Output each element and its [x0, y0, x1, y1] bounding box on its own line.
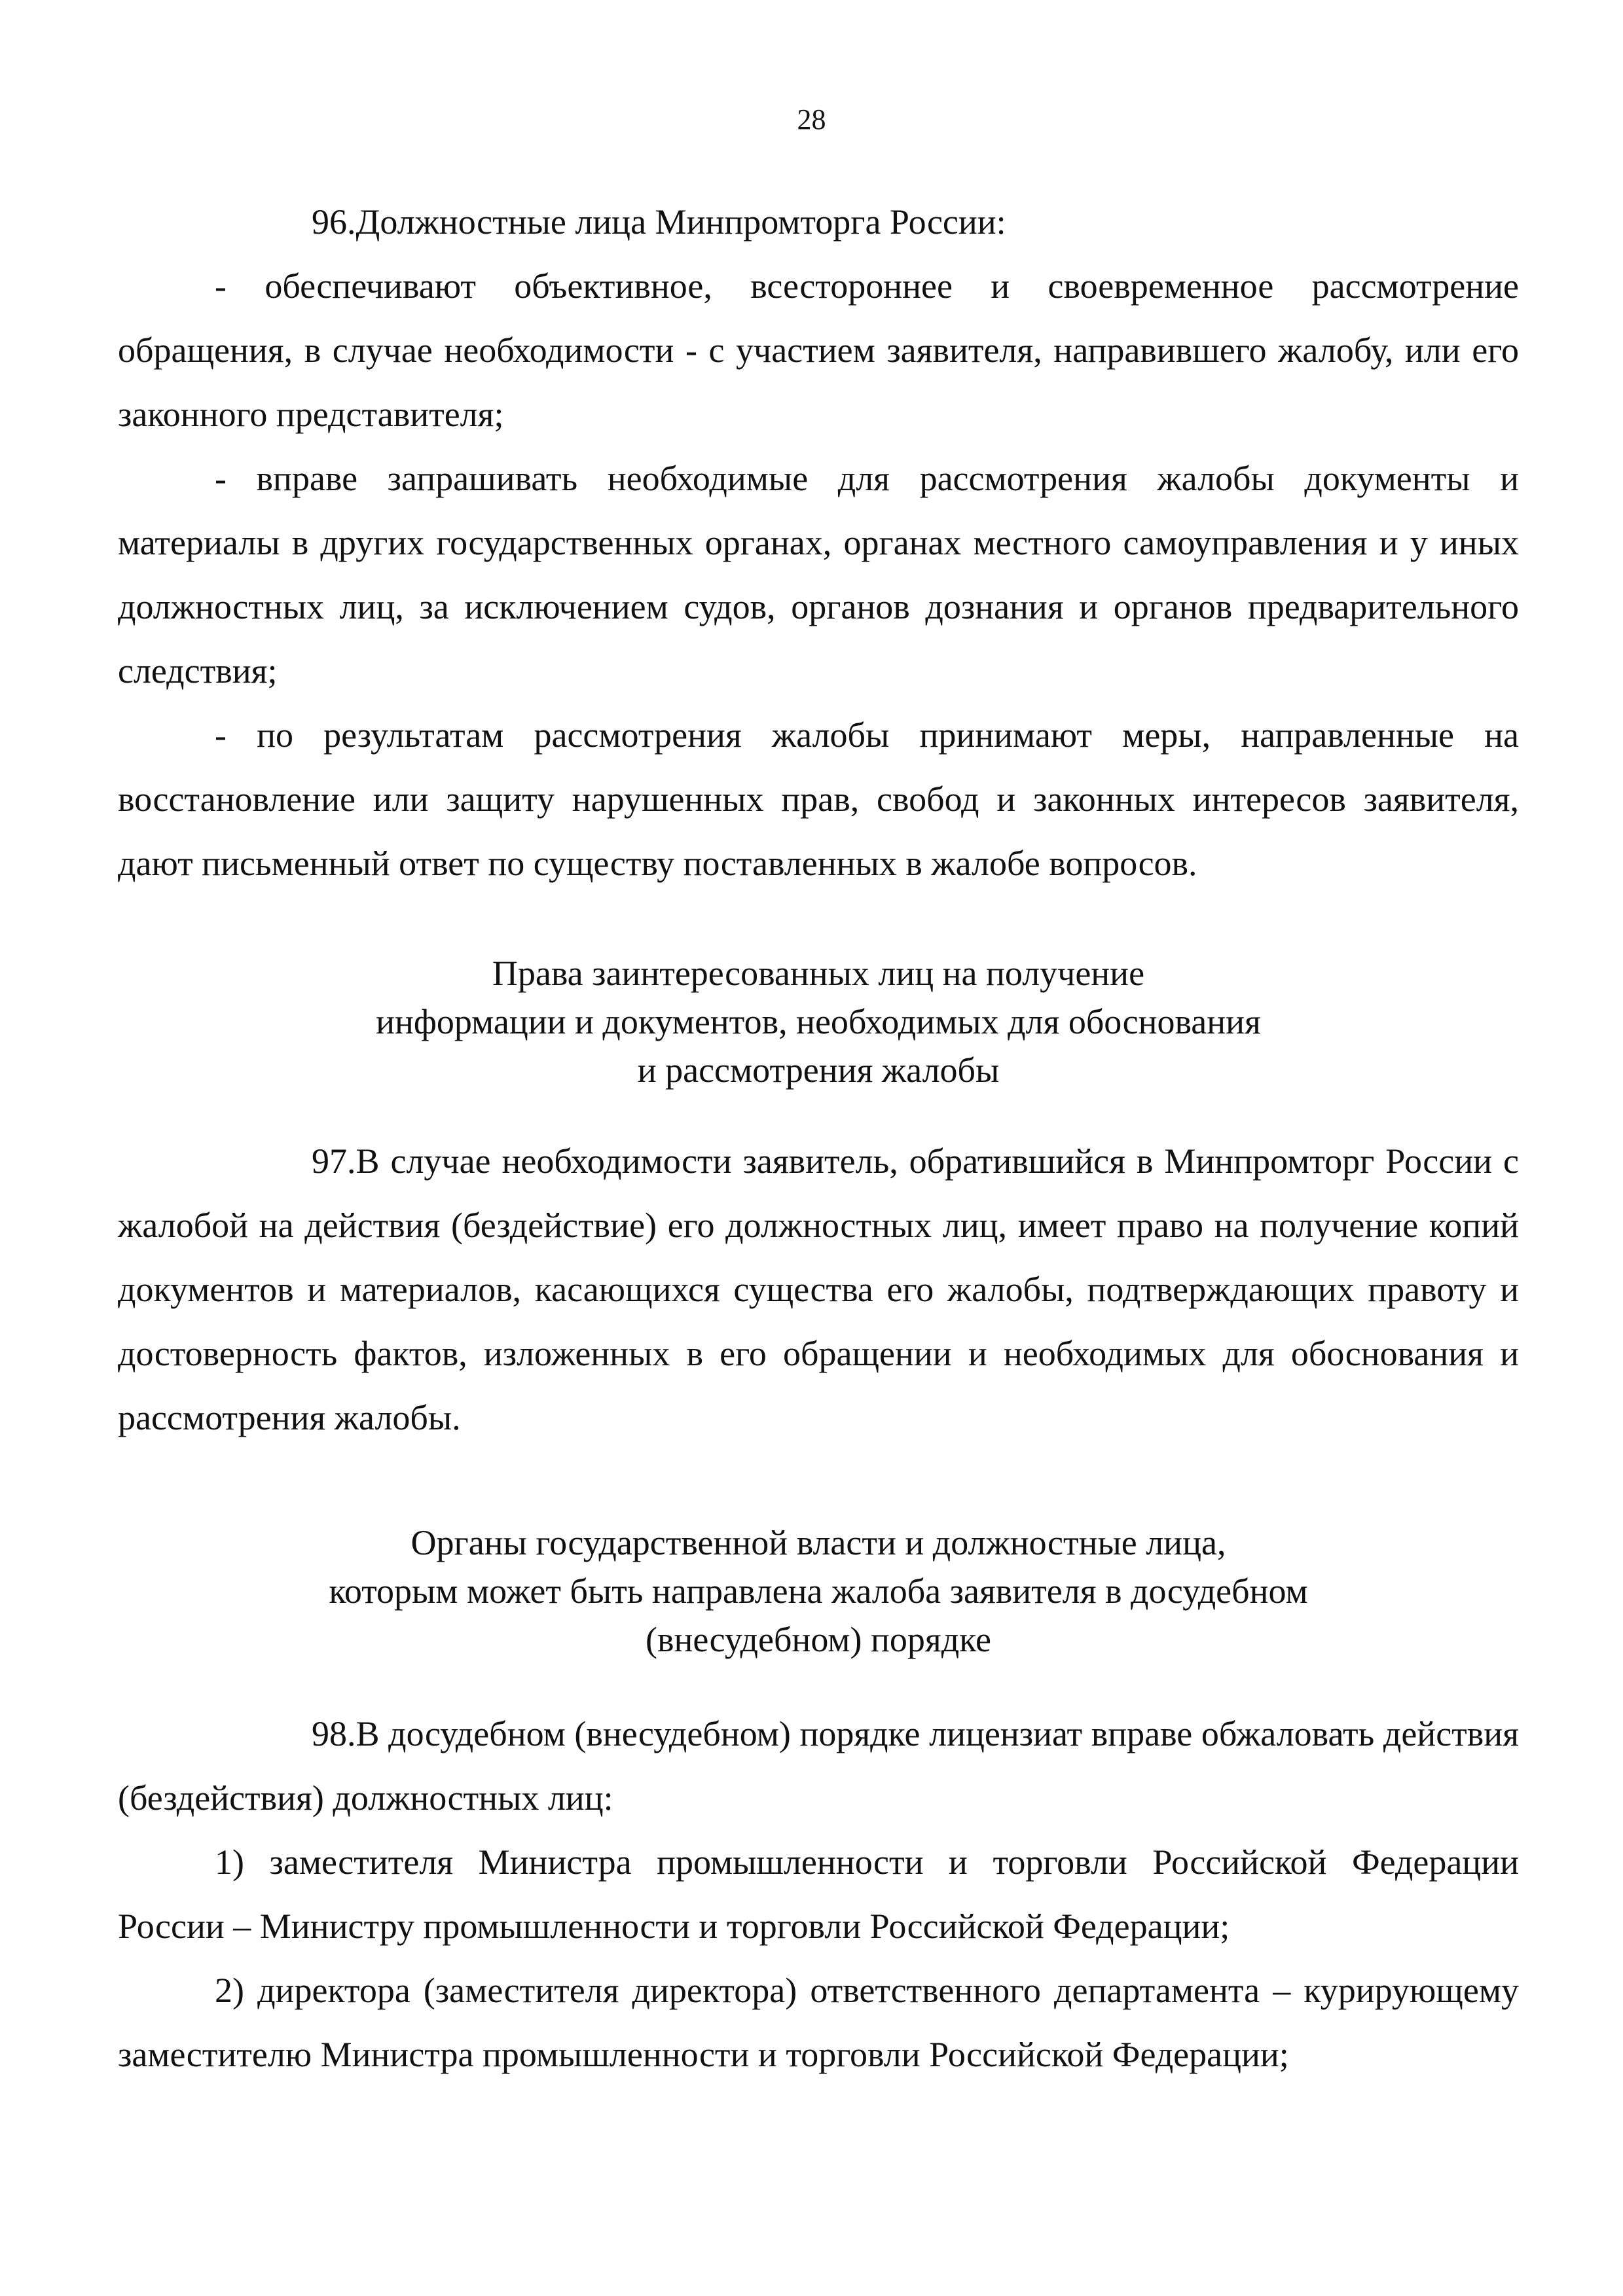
- section-96: [118, 190, 1519, 895]
- heading-line: которым может быть направлена жалоба заявителя в досудебном: [329, 1571, 1308, 1611]
- heading-line: и рассмотрения жалобы: [637, 1050, 1000, 1090]
- heading-line: Права заинтересованных лиц на получение: [492, 954, 1145, 993]
- page-number: 28: [797, 103, 826, 135]
- section-97: [118, 1129, 1519, 1450]
- section-98: [118, 1702, 1519, 2087]
- section-97-text: 97.В случае необходимости заявитель, обратившийся в Минпромторг России с жалобой на действия (бездействие) его должностных лиц, имеет право на получение копий документов и материалов, касающихся существа его жалобы, подтверждающих правоту и достоверность фактов, изложенных в его обращении и необходимых для обоснования и рассмотрения жалобы.: [118, 1129, 1519, 1450]
- heading-line: Органы государственной власти и должностные лица,: [410, 1523, 1226, 1562]
- heading-line: (внесудебном) порядке: [645, 1620, 992, 1659]
- section-96-item: - обеспечивают объективное, всестороннее и своевременное рассмотрение обращения, в случае необходимости - с участием заявителя, направившего жалобу, или его законного представителя;: [118, 266, 1519, 434]
- section-98-item: 1) заместителя Министра промышленности и торговли Российской Федерации России – Министру промышленности и торговли Российской Федерации;: [118, 1842, 1519, 1946]
- section-98-item: 2) директора (заместителя директора) ответственного департамента – курирующему заместителю Министра промышленности и торговли Российской Федерации;: [118, 1971, 1519, 2074]
- section-97-number: 97.: [312, 1141, 356, 1181]
- section-96-number: 96.: [312, 202, 356, 242]
- heading-line: информации и документов, необходимых для обоснования: [376, 1002, 1261, 1041]
- section-96-item: - вправе запрашивать необходимые для рассмотрения жалобы документы и материалы в других государственных органах, органах местного самоуправления и у иных должностных лиц, за исключением судов, органов дознания и органов предварительного следствия;: [118, 459, 1519, 691]
- section-heading-rights: [118, 949, 1519, 1094]
- section-heading-authorities: [118, 1518, 1519, 1664]
- section-98-number: 98.: [312, 1714, 356, 1753]
- section-96-item: - по результатам рассмотрения жалобы принимают меры, направленные на восстановление или защиту нарушенных прав, свобод и законных интересов заявителя, дают письменный ответ по существу поставленных в жалобе вопросов.: [118, 715, 1519, 883]
- section-96-title: 96.Должностные лица Минпромторга России:: [118, 190, 1519, 254]
- section-98-text: 98.В досудебном (внесудебном) порядке лицензиат вправе обжаловать действия (бездействия) должностных лиц:: [118, 1702, 1519, 1830]
